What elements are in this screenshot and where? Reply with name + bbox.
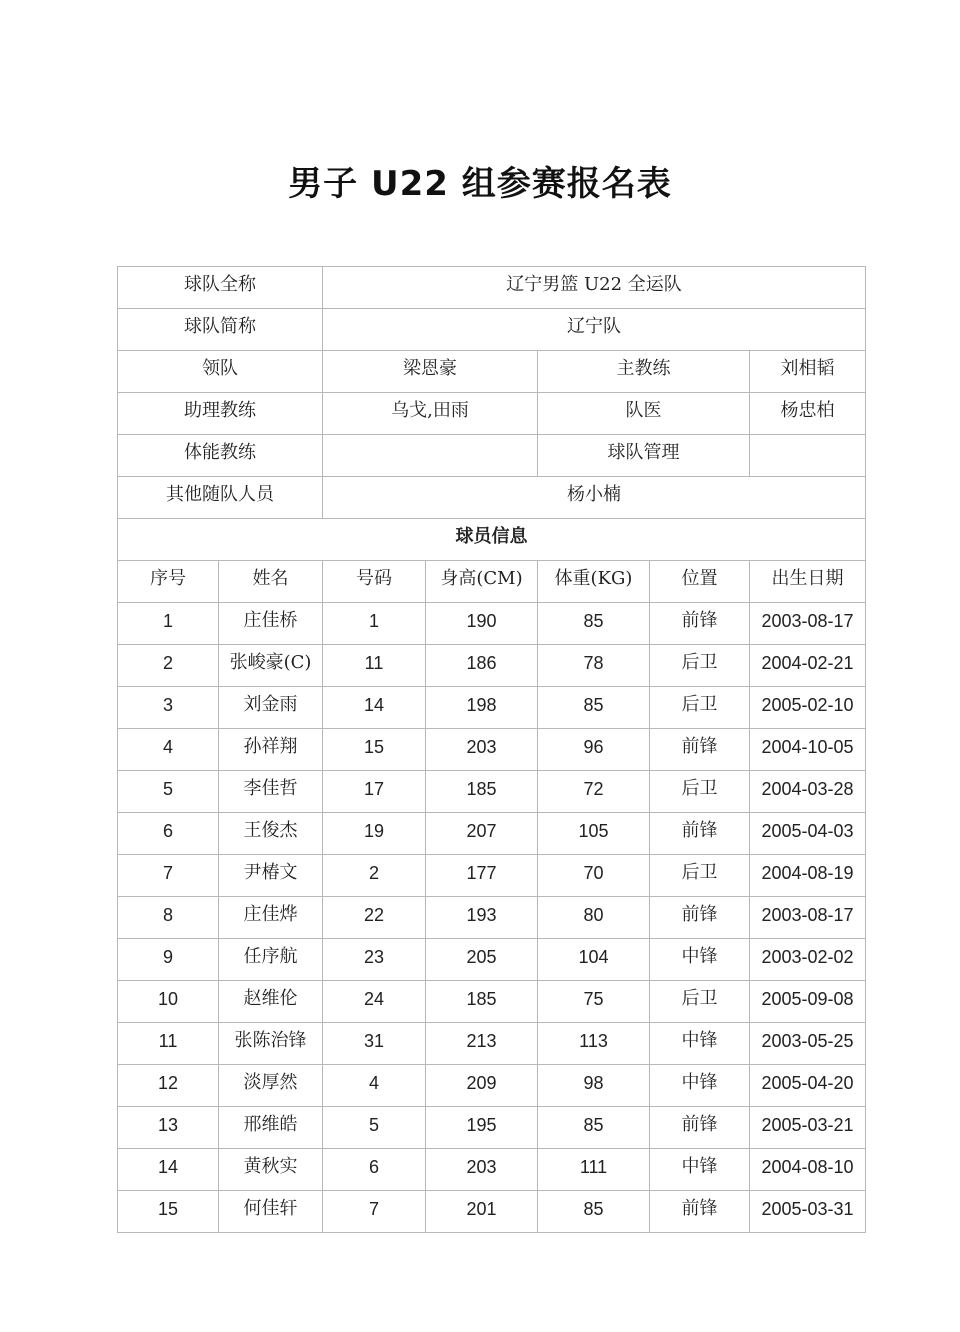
player-weight-cell: 113 — [538, 1023, 650, 1065]
player-position-cell: 后卫 — [650, 981, 750, 1023]
table-row — [118, 603, 866, 645]
player-number-cell: 31 — [323, 1023, 426, 1065]
player-position-cell: 中锋 — [650, 1023, 750, 1065]
other-staff-value: 杨小楠 — [323, 477, 866, 519]
player-name-cell: 黄秋实 — [219, 1149, 323, 1191]
column-header-number: 号码 — [323, 561, 426, 603]
player-name-cell: 尹椿文 — [219, 855, 323, 897]
player-number-cell: 4 — [323, 1065, 426, 1107]
team-short-name-label: 球队简称 — [118, 309, 323, 351]
player-index-cell: 15 — [118, 1191, 219, 1233]
column-header-height: 身高(CM) — [426, 561, 538, 603]
player-index-cell: 6 — [118, 813, 219, 855]
column-header-index: 序号 — [118, 561, 219, 603]
player-name-cell: 刘金雨 — [219, 687, 323, 729]
player-name-cell: 王俊杰 — [219, 813, 323, 855]
assistant-coach-label: 助理教练 — [118, 393, 323, 435]
player-birthdate-cell: 2005-03-21 — [750, 1107, 866, 1149]
column-header-birthdate: 出生日期 — [750, 561, 866, 603]
leader-row — [118, 351, 866, 393]
player-weight-cell: 98 — [538, 1065, 650, 1107]
player-number-cell: 19 — [323, 813, 426, 855]
player-birthdate-cell: 2004-08-19 — [750, 855, 866, 897]
player-birthdate-cell: 2004-08-10 — [750, 1149, 866, 1191]
player-number-cell: 1 — [323, 603, 426, 645]
player-weight-cell: 104 — [538, 939, 650, 981]
player-number-cell: 24 — [323, 981, 426, 1023]
player-name-cell: 邢维皓 — [219, 1107, 323, 1149]
team-manager-value — [750, 435, 866, 477]
player-number-cell: 2 — [323, 855, 426, 897]
player-weight-cell: 78 — [538, 645, 650, 687]
player-index-cell: 3 — [118, 687, 219, 729]
page-title: 男子 U22 组参赛报名表 — [288, 164, 672, 204]
player-position-cell: 前锋 — [650, 603, 750, 645]
player-birthdate-cell: 2004-10-05 — [750, 729, 866, 771]
player-weight-cell: 80 — [538, 897, 650, 939]
player-index-cell: 9 — [118, 939, 219, 981]
player-position-cell: 中锋 — [650, 1065, 750, 1107]
player-birthdate-cell: 2004-02-21 — [750, 645, 866, 687]
team-full-name-row — [118, 267, 866, 309]
table-row — [118, 813, 866, 855]
player-name-cell: 张峻豪(C) — [219, 645, 323, 687]
assistant-coach-value: 乌戈,田雨 — [323, 393, 538, 435]
column-header-name: 姓名 — [219, 561, 323, 603]
table-row — [118, 687, 866, 729]
registration-table — [117, 266, 866, 1233]
fitness-coach-label: 体能教练 — [118, 435, 323, 477]
table-row — [118, 645, 866, 687]
player-position-cell: 中锋 — [650, 939, 750, 981]
player-height-cell: 177 — [426, 855, 538, 897]
players-section-title: 球员信息 — [118, 519, 866, 561]
player-weight-cell: 85 — [538, 1107, 650, 1149]
player-weight-cell: 105 — [538, 813, 650, 855]
table-row — [118, 729, 866, 771]
column-header-position: 位置 — [650, 561, 750, 603]
player-name-cell: 庄佳桥 — [219, 603, 323, 645]
player-number-cell: 11 — [323, 645, 426, 687]
player-index-cell: 4 — [118, 729, 219, 771]
player-name-cell: 庄佳烨 — [219, 897, 323, 939]
fitness-row — [118, 435, 866, 477]
player-height-cell: 207 — [426, 813, 538, 855]
player-height-cell: 203 — [426, 1149, 538, 1191]
team-full-name-value: 辽宁男篮 U22 全运队 — [323, 267, 866, 309]
player-name-cell: 李佳哲 — [219, 771, 323, 813]
fitness-coach-value — [323, 435, 538, 477]
player-number-cell: 15 — [323, 729, 426, 771]
leader-value: 梁恩豪 — [323, 351, 538, 393]
player-index-cell: 5 — [118, 771, 219, 813]
player-weight-cell: 111 — [538, 1149, 650, 1191]
player-name-cell: 任序航 — [219, 939, 323, 981]
player-number-cell: 22 — [323, 897, 426, 939]
player-height-cell: 195 — [426, 1107, 538, 1149]
table-row — [118, 897, 866, 939]
player-name-cell: 赵维伦 — [219, 981, 323, 1023]
player-weight-cell: 70 — [538, 855, 650, 897]
player-height-cell: 185 — [426, 771, 538, 813]
player-number-cell: 14 — [323, 687, 426, 729]
player-number-cell: 17 — [323, 771, 426, 813]
player-name-cell: 孙祥翔 — [219, 729, 323, 771]
player-birthdate-cell: 2003-02-02 — [750, 939, 866, 981]
head-coach-value: 刘相韬 — [750, 351, 866, 393]
player-name-cell: 张陈治锋 — [219, 1023, 323, 1065]
player-index-cell: 14 — [118, 1149, 219, 1191]
player-name-cell: 何佳轩 — [219, 1191, 323, 1233]
table-row — [118, 771, 866, 813]
table-row — [118, 1065, 866, 1107]
player-index-cell: 2 — [118, 645, 219, 687]
player-height-cell: 209 — [426, 1065, 538, 1107]
player-position-cell: 前锋 — [650, 1107, 750, 1149]
player-birthdate-cell: 2003-05-25 — [750, 1023, 866, 1065]
team-short-name-row — [118, 309, 866, 351]
table-row — [118, 1149, 866, 1191]
player-position-cell: 后卫 — [650, 855, 750, 897]
player-height-cell: 198 — [426, 687, 538, 729]
player-number-cell: 7 — [323, 1191, 426, 1233]
leader-label: 领队 — [118, 351, 323, 393]
player-weight-cell: 96 — [538, 729, 650, 771]
player-index-cell: 12 — [118, 1065, 219, 1107]
player-height-cell: 190 — [426, 603, 538, 645]
team-short-name-value: 辽宁队 — [323, 309, 866, 351]
player-position-cell: 前锋 — [650, 897, 750, 939]
player-weight-cell: 85 — [538, 1191, 650, 1233]
other-staff-label: 其他随队人员 — [118, 477, 323, 519]
player-weight-cell: 85 — [538, 687, 650, 729]
team-doctor-label: 队医 — [538, 393, 750, 435]
table-row — [118, 939, 866, 981]
player-index-cell: 7 — [118, 855, 219, 897]
player-number-cell: 23 — [323, 939, 426, 981]
player-birthdate-cell: 2005-09-08 — [750, 981, 866, 1023]
player-birthdate-cell: 2005-04-20 — [750, 1065, 866, 1107]
table-row — [118, 1107, 866, 1149]
player-birthdate-cell: 2003-08-17 — [750, 897, 866, 939]
player-birthdate-cell: 2005-02-10 — [750, 687, 866, 729]
team-full-name-label: 球队全称 — [118, 267, 323, 309]
column-header-weight: 体重(KG) — [538, 561, 650, 603]
player-weight-cell: 75 — [538, 981, 650, 1023]
player-number-cell: 5 — [323, 1107, 426, 1149]
player-birthdate-cell: 2005-04-03 — [750, 813, 866, 855]
player-number-cell: 6 — [323, 1149, 426, 1191]
player-weight-cell: 85 — [538, 603, 650, 645]
player-index-cell: 10 — [118, 981, 219, 1023]
head-coach-label: 主教练 — [538, 351, 750, 393]
player-height-cell: 203 — [426, 729, 538, 771]
player-birthdate-cell: 2003-08-17 — [750, 603, 866, 645]
table-row — [118, 855, 866, 897]
player-index-cell: 8 — [118, 897, 219, 939]
team-doctor-value: 杨忠柏 — [750, 393, 866, 435]
player-name-cell: 淡厚然 — [219, 1065, 323, 1107]
team-manager-label: 球队管理 — [538, 435, 750, 477]
player-height-cell: 186 — [426, 645, 538, 687]
others-row — [118, 477, 866, 519]
player-index-cell: 1 — [118, 603, 219, 645]
player-position-cell: 前锋 — [650, 1191, 750, 1233]
table-row — [118, 981, 866, 1023]
player-height-cell: 185 — [426, 981, 538, 1023]
player-height-cell: 201 — [426, 1191, 538, 1233]
player-height-cell: 205 — [426, 939, 538, 981]
player-position-cell: 后卫 — [650, 771, 750, 813]
player-position-cell: 前锋 — [650, 729, 750, 771]
player-height-cell: 213 — [426, 1023, 538, 1065]
player-position-cell: 中锋 — [650, 1149, 750, 1191]
table-row — [118, 1023, 866, 1065]
assistant-row — [118, 393, 866, 435]
players-header-row — [118, 561, 866, 603]
player-position-cell: 后卫 — [650, 645, 750, 687]
player-birthdate-cell: 2005-03-31 — [750, 1191, 866, 1233]
player-index-cell: 13 — [118, 1107, 219, 1149]
player-height-cell: 193 — [426, 897, 538, 939]
player-position-cell: 后卫 — [650, 687, 750, 729]
player-weight-cell: 72 — [538, 771, 650, 813]
player-position-cell: 前锋 — [650, 813, 750, 855]
players-section-row — [118, 519, 866, 561]
player-index-cell: 11 — [118, 1023, 219, 1065]
player-birthdate-cell: 2004-03-28 — [750, 771, 866, 813]
table-row — [118, 1191, 866, 1233]
